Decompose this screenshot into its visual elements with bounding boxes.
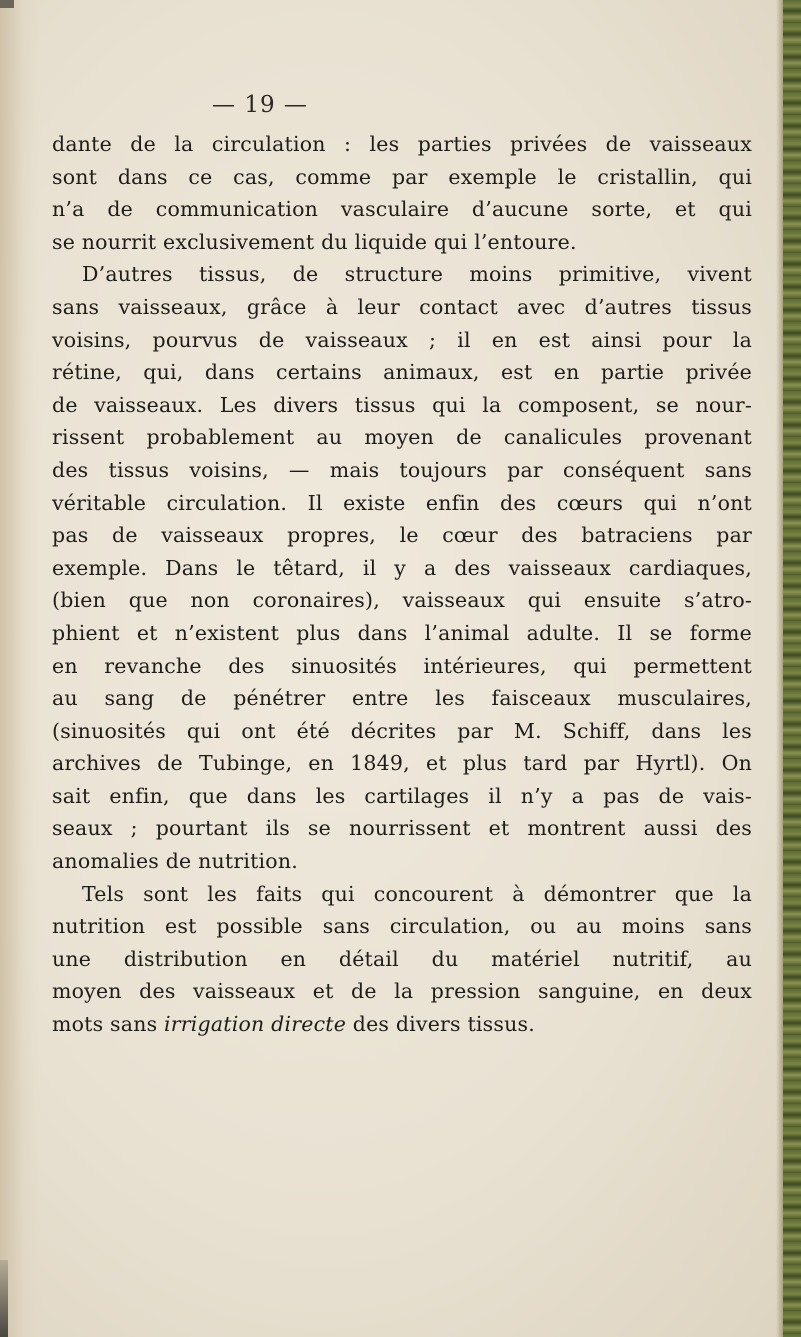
text-line: anomalies de nutrition.	[52, 849, 298, 874]
text-line: (sinuosités qui ont été décrites par M. Schiff, dans les	[52, 718, 752, 743]
text-line-final	[52, 1008, 752, 1041]
italic-term: irrigation directe	[164, 1012, 347, 1037]
text-line: de vaisseaux. Les divers tissus qui la composent, se nour-	[52, 392, 752, 417]
text-line: sait enfin, que dans les cartilages il n’y a pas de vais-	[52, 783, 752, 808]
text-line: archives de Tubinge, en 1849, et plus tard par Hyrtl). On	[52, 751, 752, 776]
body-text	[52, 128, 752, 1041]
text-line: n’a de communication vasculaire d’aucune sorte, et qui	[52, 197, 752, 222]
text-line: sont dans ce cas, comme par exemple le cristallin, qui	[52, 164, 752, 189]
text-line: exemple. Dans le têtard, il y a des vaisseaux cardiaques,	[52, 555, 752, 580]
text-line: moyen des vaisseaux et de la pression sanguine, en deux	[52, 979, 752, 1004]
text-line: phient et n’existent plus dans l’animal adulte. Il se forme	[52, 620, 752, 645]
text-line: rissent probablement au moyen de canalicules provenant	[52, 425, 752, 450]
text-line: Tels sont les faits qui concourent à démontrer que la	[82, 881, 752, 906]
text-line: rétine, qui, dans certains animaux, est en partie privée	[52, 360, 752, 385]
text-line: véritable circulation. Il existe enfin des cœurs qui n’ont	[52, 490, 752, 515]
text-line: des tissus voisins, — mais toujours par conséquent sans	[52, 457, 752, 482]
text-line: au sang de pénétrer entre les faisceaux musculaires,	[52, 686, 752, 711]
text-line: (bien que non coronaires), vaisseaux qui ensuite s’atro-	[52, 588, 752, 613]
text-fragment: des divers tissus.	[346, 1012, 535, 1037]
text-line: une distribution en détail du matériel nutritif, au	[52, 946, 752, 971]
book-edge-strip	[783, 0, 801, 1337]
page-number: — 19 —	[212, 92, 308, 118]
text-line: pas de vaisseaux propres, le cœur des batraciens par	[52, 523, 752, 548]
text-line: sans vaisseaux, grâce à leur contact avec d’autres tissus	[52, 294, 752, 319]
text-line: D’autres tissus, de structure moins primitive, vivent	[82, 262, 752, 287]
text-line: nutrition est possible sans circulation, ou au moins sans	[52, 914, 752, 939]
text-fragment: mots sans	[52, 1012, 165, 1037]
scan-corner-mark	[0, 0, 14, 8]
text-line: se nourrit exclusivement du liquide qui l’entoure.	[52, 229, 577, 254]
scan-binding-shadow	[0, 1260, 8, 1337]
text-line: dante de la circulation : les parties privées de vaisseaux	[52, 132, 752, 156]
text-line: voisins, pourvus de vaisseaux ; il en est ainsi pour la	[52, 327, 752, 352]
text-line: en revanche des sinuosités intérieures, qui permettent	[52, 653, 752, 678]
left-page-shadow	[0, 0, 40, 1337]
text-line: seaux ; pourtant ils se nourrissent et montrent aussi des	[52, 816, 752, 841]
